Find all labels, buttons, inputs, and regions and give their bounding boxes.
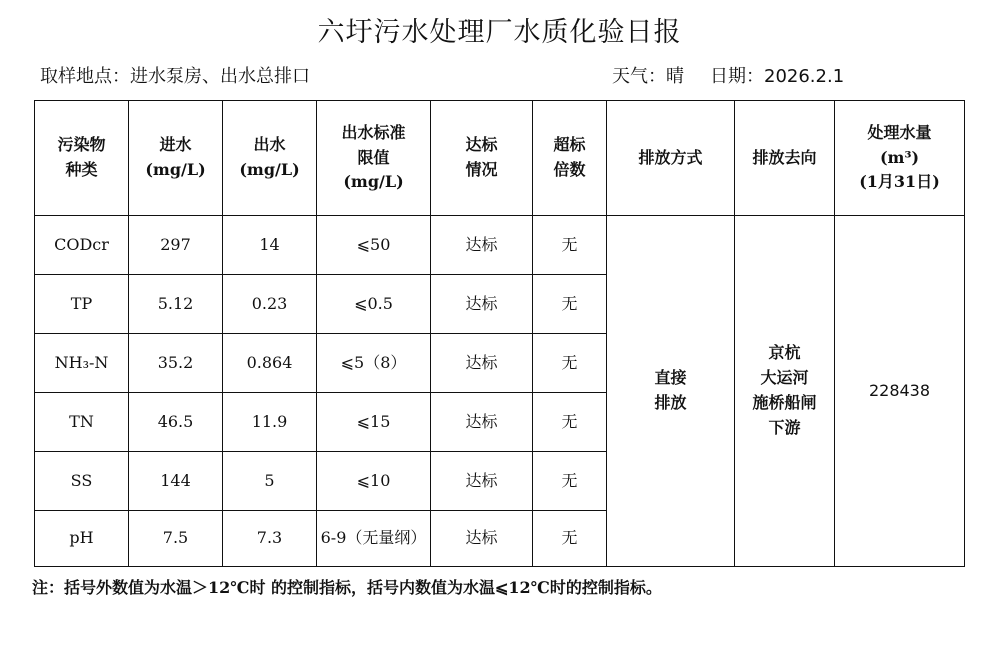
influent-value: 46.5 bbox=[129, 393, 223, 452]
exceed-value: 无 bbox=[533, 275, 607, 334]
pollutant-name: TP bbox=[35, 275, 129, 334]
water-quality-table bbox=[34, 100, 965, 567]
limit-value: ⩽5（8） bbox=[317, 334, 431, 393]
footnote: 注：括号外数值为水温＞12℃时 的控制指标，括号内数值为水温⩽12℃时的控制指标。 bbox=[32, 578, 662, 597]
volume-value: 228438 bbox=[835, 216, 965, 567]
header-exceed: 超标 倍数 bbox=[533, 101, 607, 216]
discharge-dest-value: 京杭 大运河 施桥船闸 下游 bbox=[735, 216, 835, 567]
location-label: 取样地点： bbox=[40, 66, 130, 87]
exceed-value: 无 bbox=[533, 452, 607, 511]
header-discharge-method: 排放方式 bbox=[607, 101, 735, 216]
effluent-value: 0.23 bbox=[223, 275, 317, 334]
status-value: 达标 bbox=[431, 511, 533, 567]
limit-value: ⩽50 bbox=[317, 216, 431, 275]
header-discharge-dest: 排放去向 bbox=[735, 101, 835, 216]
pollutant-name: CODcr bbox=[35, 216, 129, 275]
limit-value: 6-9（无量纲） bbox=[317, 511, 431, 567]
status-value: 达标 bbox=[431, 334, 533, 393]
status-value: 达标 bbox=[431, 393, 533, 452]
pollutant-name: NH₃-N bbox=[35, 334, 129, 393]
influent-value: 297 bbox=[129, 216, 223, 275]
weather-date bbox=[612, 62, 870, 88]
influent-value: 5.12 bbox=[129, 275, 223, 334]
exceed-value: 无 bbox=[533, 334, 607, 393]
location-value: 进水泵房、出水总排口 bbox=[130, 66, 310, 87]
limit-value: ⩽0.5 bbox=[317, 275, 431, 334]
report-date: 日期：2026.2.1 bbox=[710, 66, 845, 87]
limit-value: ⩽15 bbox=[317, 393, 431, 452]
effluent-value: 5 bbox=[223, 452, 317, 511]
header-influent: 进水 (mg/L) bbox=[129, 101, 223, 216]
influent-value: 144 bbox=[129, 452, 223, 511]
exceed-value: 无 bbox=[533, 511, 607, 567]
weather: 天气：晴 bbox=[612, 66, 684, 87]
exceed-value: 无 bbox=[533, 216, 607, 275]
status-value: 达标 bbox=[431, 275, 533, 334]
header-row bbox=[35, 101, 965, 216]
influent-value: 7.5 bbox=[129, 511, 223, 567]
discharge-method-value: 直接 排放 bbox=[607, 216, 735, 567]
header-limit: 出水标准 限值 (mg/L) bbox=[317, 101, 431, 216]
effluent-value: 0.864 bbox=[223, 334, 317, 393]
table-row bbox=[35, 216, 965, 275]
limit-value: ⩽10 bbox=[317, 452, 431, 511]
exceed-value: 无 bbox=[533, 393, 607, 452]
pollutant-name: SS bbox=[35, 452, 129, 511]
header-volume: 处理水量 (m³) (1月31日) bbox=[835, 101, 965, 216]
sampling-location bbox=[40, 62, 310, 88]
effluent-value: 7.3 bbox=[223, 511, 317, 567]
report-title: 六圩污水处理厂水质化验日报 bbox=[317, 17, 682, 48]
header-pollutant: 污染物 种类 bbox=[35, 101, 129, 216]
pollutant-name: TN bbox=[35, 393, 129, 452]
header-effluent: 出水 (mg/L) bbox=[223, 101, 317, 216]
influent-value: 35.2 bbox=[129, 334, 223, 393]
effluent-value: 11.9 bbox=[223, 393, 317, 452]
header-status: 达标 情况 bbox=[431, 101, 533, 216]
status-value: 达标 bbox=[431, 216, 533, 275]
effluent-value: 14 bbox=[223, 216, 317, 275]
pollutant-name: pH bbox=[35, 511, 129, 567]
status-value: 达标 bbox=[431, 452, 533, 511]
